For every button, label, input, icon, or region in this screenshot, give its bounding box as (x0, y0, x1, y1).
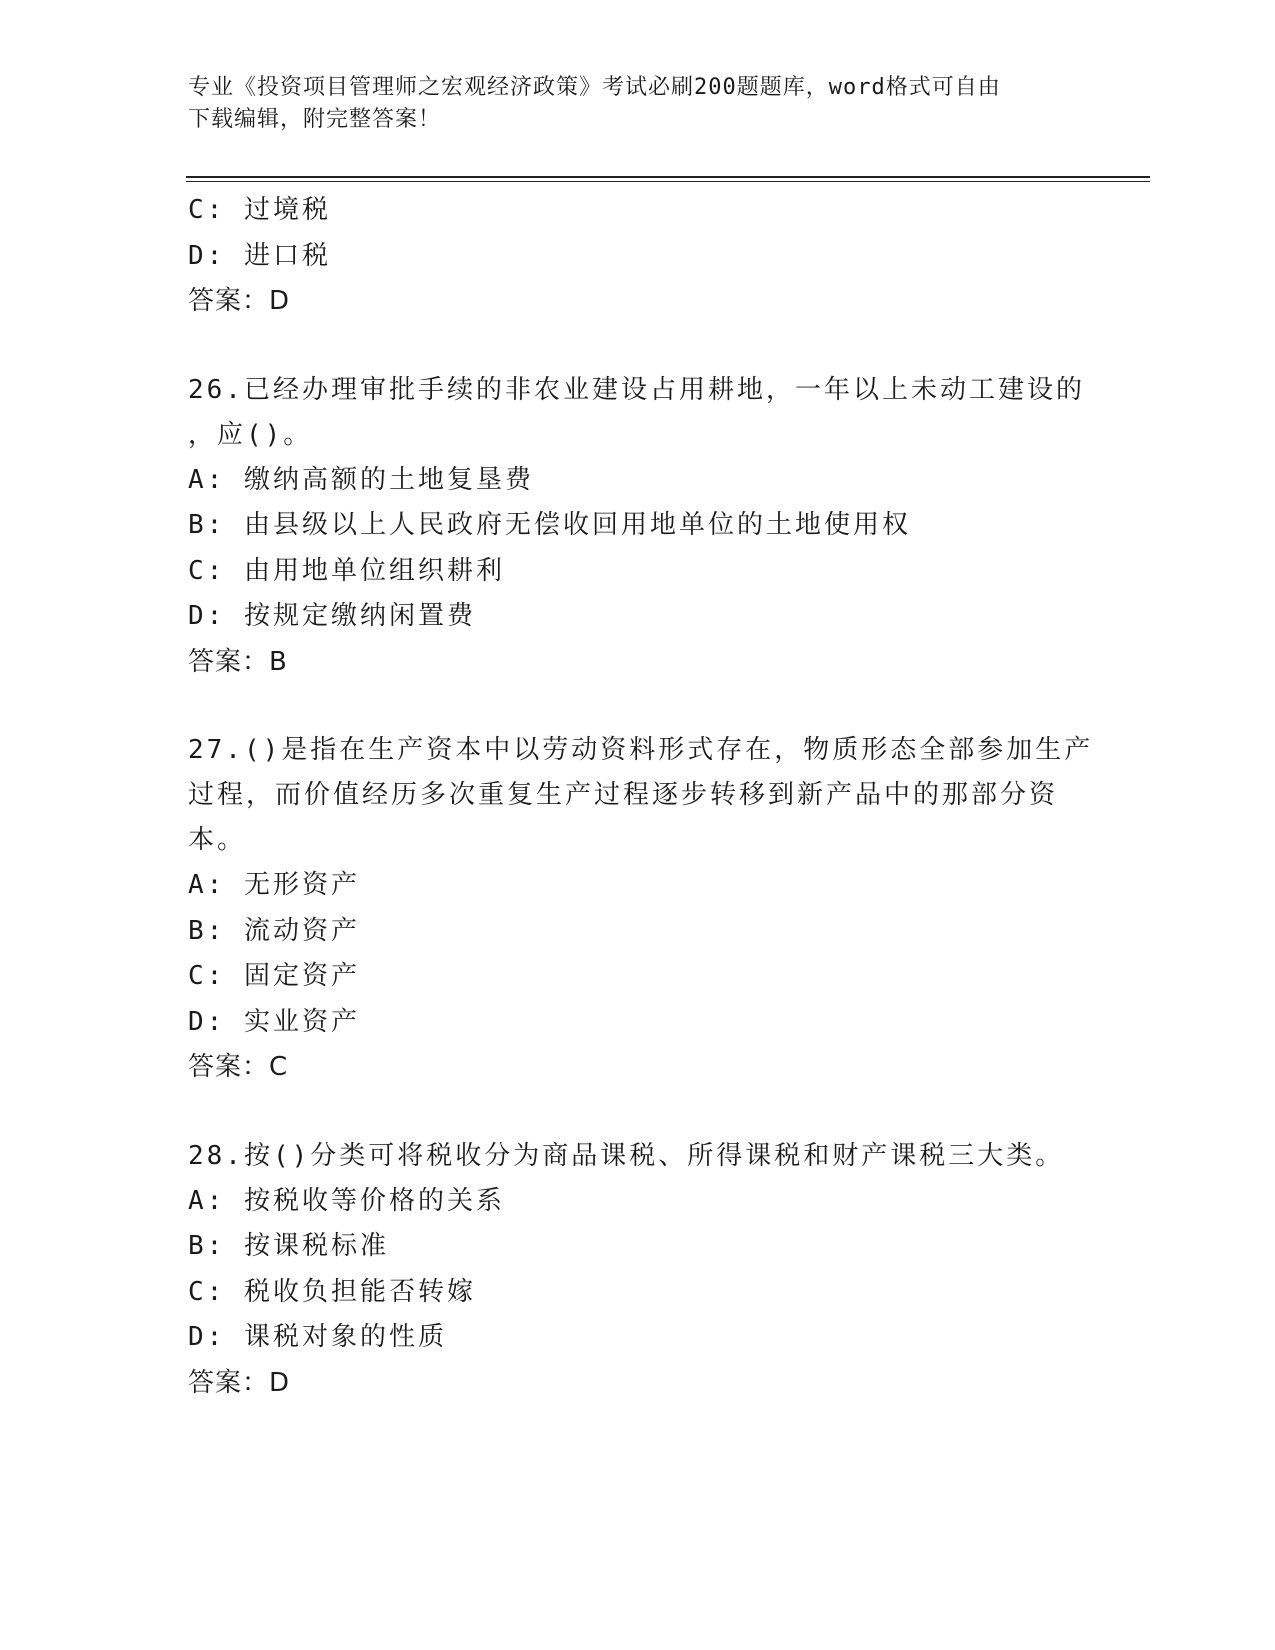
header-line-1: 专业《投资项目管理师之宏观经济政策》考试必刷200题题库，word格式可自由 (188, 75, 1001, 100)
question-26 (188, 368, 1088, 686)
option-d: D: 课税对象的性质 (188, 1322, 447, 1352)
option-a: A: 无形资产 (188, 870, 360, 900)
document-header (188, 72, 1068, 136)
option-b: B: 按课税标准 (188, 1231, 389, 1261)
question-text-line: 本。 (188, 825, 247, 855)
question-28 (188, 1134, 1088, 1407)
option-b: B: 由县级以上人民政府无偿收回用地单位的土地使用权 (188, 510, 911, 540)
option-d: D: 实业资产 (188, 1006, 360, 1037)
option-a: A: 缴纳高额的土地复垦费 (188, 464, 534, 495)
question-text-line: 28.按()分类可将税收分为商品课税、所得课税和财产课税三大类。 (188, 1140, 1065, 1171)
header-line-2: 下载编辑，附完整答案！ (188, 107, 442, 132)
option-d: D: 进口税 (188, 240, 331, 271)
option-c: C: 过境税 (188, 195, 331, 225)
option-d: D: 按规定缴纳闲置费 (188, 601, 476, 631)
option-c: C: 税收负担能否转嫁 (188, 1276, 476, 1307)
option-c: C: 固定资产 (188, 961, 360, 991)
option-a: A: 按税收等价格的关系 (188, 1185, 505, 1216)
answer: 答案：D (188, 286, 291, 316)
question-list (188, 188, 1094, 1406)
question-text-line: 过程，而价值经历多次重复生产过程逐步转移到新产品中的那部分资 (188, 780, 1059, 810)
option-c: C: 由用地单位组织耕利 (188, 555, 505, 586)
header-divider-thin (186, 181, 1150, 182)
header-divider (186, 176, 1150, 178)
answer: 答案：B (188, 646, 288, 677)
answer: 答案：C (188, 1052, 289, 1082)
question-text-line: 26.已经办理审批手续的非农业建设占用耕地，一年以上未动工建设的 (188, 374, 1085, 405)
question-27 (188, 728, 1094, 1091)
question-25-tail (188, 188, 1088, 325)
option-b: B: 流动资产 (188, 915, 360, 946)
question-text-line: 27.()是指在生产资本中以劳动资料形式存在，物质形态全部参加生产 (188, 735, 1094, 765)
answer: 答案：D (188, 1367, 291, 1398)
question-text-line: ，应()。 (188, 419, 313, 450)
